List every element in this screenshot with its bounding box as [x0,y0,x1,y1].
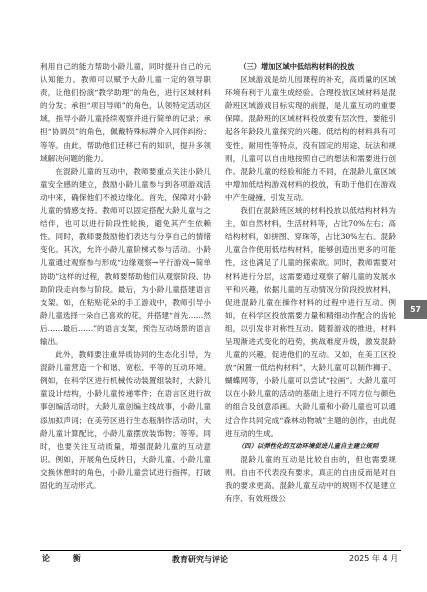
footer-journal-title: 教育研究与评论 [172,554,228,564]
section-heading: （四）以弹性化的互动环境促进儿童自主建立规则 [237,441,379,450]
paragraph: 混龄儿童的互动是比较自由的，但也需要规则。自由不代表没有要求，真正的自由反而是对自我的要求更高。混龄儿童互动中的规则不仅是建立有序、有效班级公 [225,454,396,504]
section-heading: （三）增加区域中低结构材料的投放 [239,62,355,71]
paragraph: 区域游戏是幼儿园课程的补充，高质量的区域环境有利于儿童生成经验。合理投放区域材料是混龄班区域游戏目标实现的前提，是儿童互动的重要保障。混龄班的区域材料投放要有层次性，要能引起各年龄段儿童探究的兴趣。低结构的材料具有可变性、耐用性等特点，没有固定的用途、玩法和规则，儿童可以自由地按照自己的想法和需要进行创作。混龄儿童的经验和能力不同，在混龄儿童区域中增加低结构游戏材料的投放，有助于他们在游戏中产生碰撞，引发互动。 [225,75,396,202]
right-text-column [225,60,396,542]
paragraph: 我们在混龄班区域的材料投放以低结构材料为主，如自然材料，生活材料等，占比70%左右；高结构材料，如拼图、穿珠等，占比30%左右。混龄儿童合作使用低结构材料，能够创造出更多的可能性，这也满足了儿童的探索欲。同时，教师需要对材料进行分层，这需要通过观察了解儿童的发展水平和兴趣，依据儿童的互动情况分阶段投放材料，促进混龄儿童在操作材料的过程中进行互动。例如，在科学区投放需要力量和精细动作配合的齿轮组，以引发非对称性互动。随着游戏的推进，材料呈现渐进式变化的趋势，挑战难度升级，激发混龄儿童的兴趣，促进他们的互动。又如，在美工区投放“闲置一低结构材料”，大龄儿童可以制作狮子、蝴蝶网等，小龄儿童可以尝试“拉画”。大龄儿童可以在小龄儿童的活动的基础上进行不同方位与颜色的组合及创意添画。大龄儿童和小龄儿童也可以通过合作共同完成“森林动物城”主题的创作，由此促进互动的生成。 [225,206,396,438]
paragraph: 此外，教师要注重异质协同的生态化引导，为混龄儿童营造一个和谐、宽松、平等的互动环境。例如，在科学区进行机械传动装置组装时，大龄儿童设计结构，小龄儿童传递零件；在语言区进行故事创编活动时，大龄儿童创编主线故事，小龄儿童添加拟声词；在美劳区进行生态瓶制作活动时，大龄儿童计算配比，小龄儿童摆放装饰物；等等。同时，也要关注互动质量，增强混龄儿童的互动意识。例如，开展角色反转日，大龄儿童、小龄儿童交换休憩时的角色，小龄儿童尝试进行指挥，打破固化的互动形式。 [40,350,211,490]
paragraph: 在混龄儿童的互动中，教师要重点关注小龄儿童安全感的建立，鼓励小龄儿童参与到各项游戏活动中来，确保他们不被边缘化。首先，保障对小龄儿童的情感支持。教师可以固定搭配大龄儿童与之结伴，也可以进行阶段性轮换，避免其产生依赖性。同时，教师要鼓励他们表达与分享自己的情绪变化。其次，允许小龄儿童阶梯式参与活动。小龄儿童通过观察参与形成“边缘观察→平行游戏→简单协助”这样的过程，教师要帮助他们从观察阶段、协助阶段走向参与阶段。最后，为小龄儿童搭建语言支架。如，在粘贴花朵的手工游戏中，教师引导小龄儿童选择一朵自己喜欢的花，并搭建“首先……然后……最后……”的语言支架，预告互动场景的语言输出。 [40,166,211,346]
footer-divider [40,550,401,551]
left-text-column [40,60,211,542]
footer-issue-date: 2025 年 4 月 [349,554,399,563]
footer-section-name: 论 衡 [42,554,91,563]
paragraph: 利用自己的能力帮助小龄儿童，同时提升自己的元认知能力。教师可以赋予大龄儿童一定的领导职责，让他们扮演“教学助理”的角色，进行区域材料的分发；承担“项目导师”的角色，认领特定活动区域，指导小龄儿童持续观察并进行简单的记录；承担“协调员”的角色，佩戴特殊标牌介入同伴纠纷；等等。由此，帮助他们迁移已有的知识，提升多领域解决问题的能力。 [40,62,211,163]
page-number-tab: 57 [404,300,427,319]
